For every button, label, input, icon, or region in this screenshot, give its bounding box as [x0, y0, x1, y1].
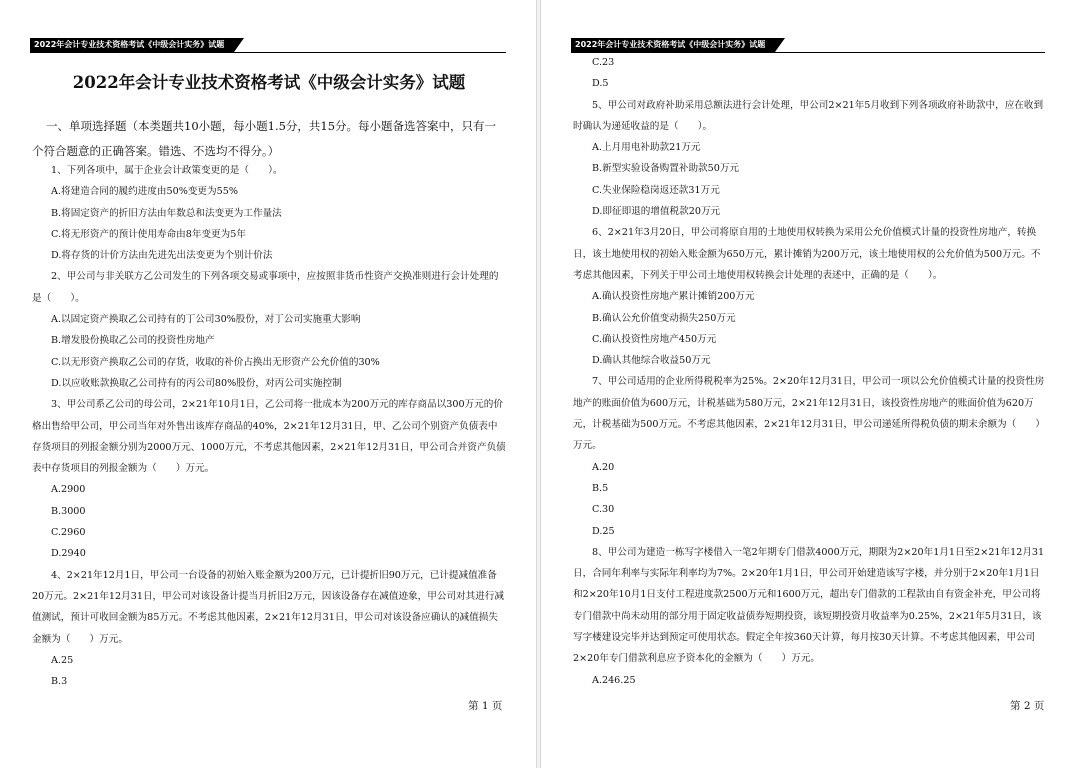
option: C.失业保险稳岗返还款31万元 — [592, 184, 720, 196]
option: D.即征即退的增值税款20万元 — [592, 206, 721, 218]
option: D.2940 — [51, 548, 86, 560]
header-tab: 2022年会计专业技术资格考试《中级会计实务》试题 — [30, 38, 234, 52]
option: A.上月用电补助款21万元 — [592, 142, 701, 154]
page-content — [32, 66, 506, 692]
option: B.3000 — [51, 505, 86, 517]
question-stem-3: 3、甲公司系乙公司的母公司，2×21年10月1日，乙公司将一批成本为200万元的库存商品以300万元的价格出售给甲公司，甲公司当年对外售出该库存商品的40%，2×21年12月31日，甲、乙公司个别资产负债表中存货项目的列报金额分别为2000万元、1000万元，不考虑其他因素，2×21年12月31日，甲公司合并资产负债表中存货项目的列报金额为（ ）万元。 — [32, 399, 506, 475]
page-header — [30, 38, 506, 53]
option: D.25 — [592, 525, 615, 537]
option: B.新型实验设备购置补助款50万元 — [592, 163, 740, 175]
document-page-2 — [541, 0, 1077, 768]
question-stem-1: 1、下列各项中，属于企业会计政策变更的是（ ）。 — [51, 165, 283, 176]
page-number: 第 2 页 — [1010, 700, 1045, 712]
option: B.增发股份换取乙公司的投资性房地产 — [51, 335, 215, 347]
document-title: 2022年会计专业技术资格考试《中级会计实务》试题 — [72, 73, 466, 92]
option: B.3 — [51, 676, 68, 688]
question-stem-2: 2、甲公司与非关联方乙公司发生的下列各项交易或事项中，应按照非货币性资产交换准则进行会计处理的是（ ）。 — [32, 271, 499, 304]
section-heading: 一、单项选择题（本类题共10小题，每小题1.5分，共15分。每小题备选答案中，只有一个符合题意的正确答案。错选、不选均不得分。） — [32, 119, 497, 158]
option: D.将存货的计价方法由先进先出法变更为个别计价法 — [51, 250, 273, 262]
option: C.23 — [592, 57, 615, 68]
page-number: 第 1 页 — [468, 700, 503, 712]
page-header — [571, 38, 1045, 53]
option: C.确认投资性房地产450万元 — [592, 333, 717, 345]
option: B.将固定资产的折旧方法由年数总和法变更为工作量法 — [51, 207, 282, 219]
page-content — [573, 52, 1045, 691]
question-stem-8: 8、甲公司为建造一栋写字楼借入一笔2年期专门借款4000万元，期限为2×20年1月1日至2×21年12月31日，合同年利率与实际年利率均为7%。2×20年1月1日，甲公司开始建造该写字楼，并分别于2×20年1月1日和2×20年10月1日支付工程进度款2500万元和1600万元，超出专门借款的工程款由自有资金补充，甲公司将专门借款中尚未动用的部分用于固定收益债券短期投资，该短期投资月收益率为0.25%，2×21年5月31日，该写字楼建设完毕并达到预定可使用状态。假定全年按360天计算，每月按30天计算。不考虑其他因素，甲公司2×20年专门借款利息应予资本化的金额为（ ）万元。 — [573, 546, 1045, 665]
option: B.确认公允价值变动损失250万元 — [592, 312, 736, 324]
option: D.以应收账款换取乙公司持有的丙公司80%股份，对丙公司实施控制 — [51, 377, 342, 389]
document-page-1 — [0, 0, 536, 768]
header-tab: 2022年会计专业技术资格考试《中级会计实务》试题 — [571, 38, 775, 52]
question-stem-5: 5、甲公司对政府补助采用总额法进行会计处理，甲公司2×21年5月收到下列各项政府补助款中，应在收到时确认为递延收益的是（ ）。 — [573, 99, 1044, 132]
option: A.25 — [51, 654, 74, 666]
option: A.将建造合同的履约进度由50%变更为55% — [51, 186, 238, 198]
question-stem-4: 4、2×21年12月1日，甲公司一台设备的初始入账金额为200万元，已计提折旧90万元，已计提减值准备20万元。2×21年12月31日，甲公司对该设备计提当月折旧2万元，因该设备存在减值迹象，甲公司对其进行减值测试，预计可收回金额为85万元。不考虑其他因素，2×21年12月31日，甲公司对该设备应确认的减值损失金额为（ ）万元。 — [32, 569, 505, 645]
option: C.30 — [592, 504, 615, 516]
option: D.5 — [592, 78, 609, 90]
option: A.确认投资性房地产累计摊销200万元 — [592, 291, 755, 303]
question-stem-6: 6、2×21年3月20日，甲公司将原自用的土地使用权转换为采用公允价值模式计量的投资性房地产，转换日，该土地使用权的初始入账金额为650万元，累计摊销为200万元，该土地使用权的公允价值为500万元。不考虑其他因素，下列关于甲公司土地使用权转换会计处理的表述中，正确的是（ ）。 — [573, 227, 1041, 281]
option: C.以无形资产换取乙公司的存货，收取的补价占换出无形资产公允价值的30% — [51, 356, 380, 368]
option: C.2960 — [51, 527, 86, 539]
option: A.246.25 — [592, 674, 636, 686]
option: C.将无形资产的预计使用寿命由8年变更为5年 — [51, 228, 246, 240]
question-stem-7: 7、甲公司适用的企业所得税税率为25%。2×20年12月31日，甲公司一项以公允价值模式计量的投资性房地产的账面价值为600万元，计税基础为580万元，2×21年12月31日，该投资性房地产的账面价值为620万元，计税基础为500万元。不考虑其他因素，2×21年12月31日，甲公司递延所得税负债的期末余额为（ ）万元。 — [573, 376, 1046, 452]
option: A.2900 — [51, 484, 86, 496]
option: A.以固定资产换取乙公司持有的丁公司30%股份，对丁公司实施重大影响 — [51, 314, 361, 326]
option: B.5 — [592, 482, 609, 494]
option: A.20 — [592, 461, 615, 473]
option: D.确认其他综合收益50万元 — [592, 355, 711, 367]
